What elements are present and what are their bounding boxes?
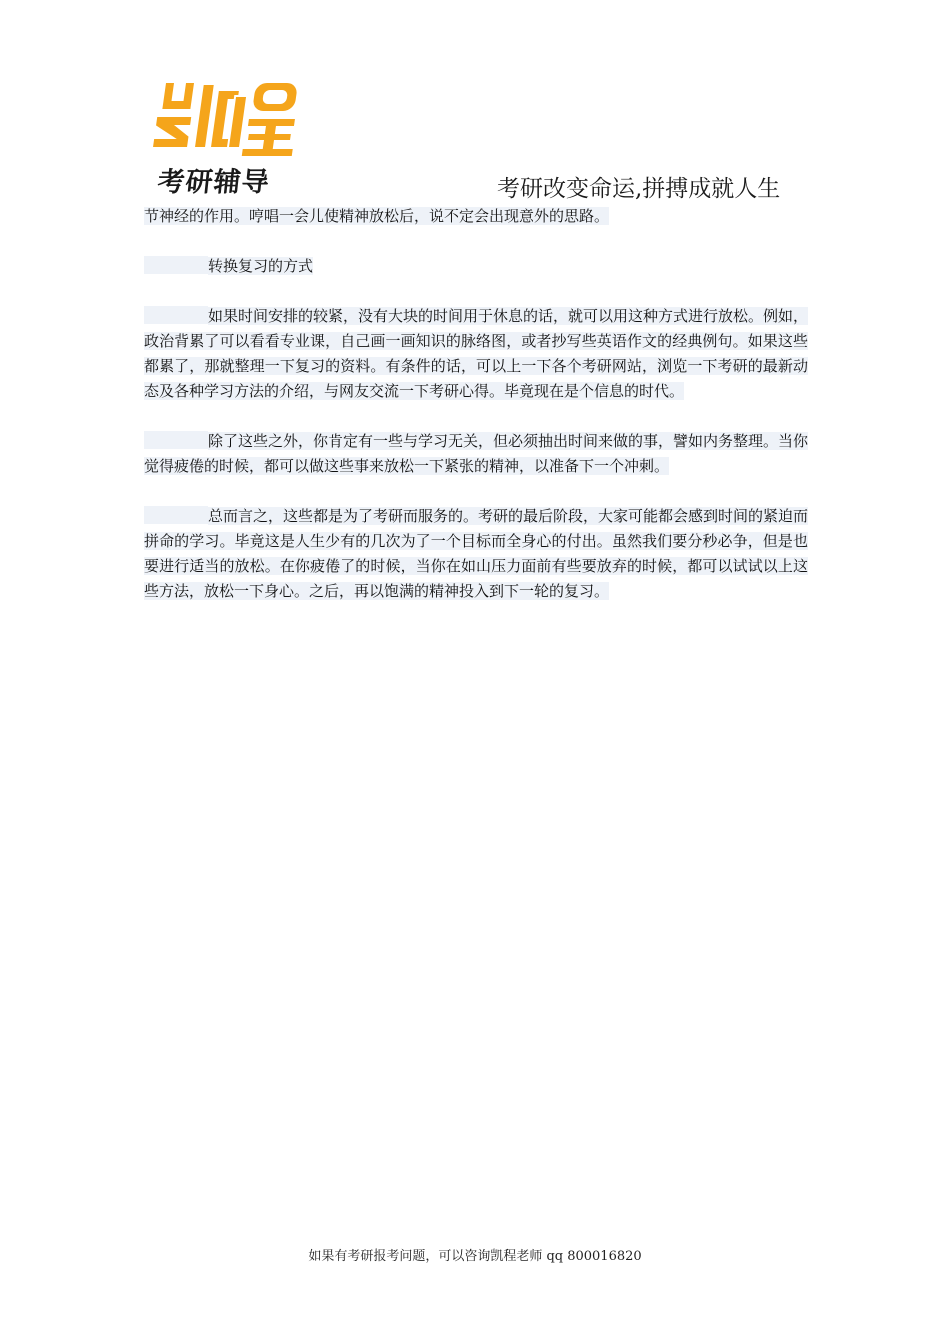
logo-caption: 考研辅导 [156,167,272,198]
indent-space [144,431,208,449]
section-heading [144,254,808,279]
kaicheng-logo [150,76,302,198]
indent-space [144,256,208,274]
indent-space [144,306,208,324]
paragraph-text: 如果时间安排的较紧，没有大块的时间用于休息的话，就可以用这种方式进行放松。例如，政治背累了可以看看专业课，自己画一画知识的脉络图，或者抄写些英语作文的经典例句。如果这些都累了，那就整理一下复习的资料。有条件的话，可以上一下各个考研网站，浏览一下考研的最新动态及各种学习方法的介绍，与网友交流一下考研心得。毕竟现在是个信息的时代。 [144,307,809,400]
article-body [144,204,808,629]
header-slogan: 考研改变命运,拼搏成就人生 [497,176,781,202]
paragraph-text: 总而言之，这些都是为了考研而服务的。考研的最后阶段，大家可能都会感到时间的紧迫而拼命的学习。毕竟这是人生少有的几次为了一个目标而全身心的付出。虽然我们要分秒必争，但是也要进行适当的放松。在你疲倦了的时候，当你在如山压力面前有些要放弃的时候，都可以试试以上这些方法，放松一下身心。之后，再以饱满的精神投入到下一轮的复习。 [144,507,809,600]
paragraph-text: 节神经的作用。哼唱一会儿使精神放松后，说不定会出现意外的思路。 [144,207,610,225]
kaicheng-logo-mark-icon [150,76,302,158]
paragraph-text: 除了这些之外，你肯定有一些与学习无关，但必须抽出时间来做的事，譬如内务整理。当你觉得疲倦的时候，都可以做这些事来放松一下紧张的精神，以准备下一个冲刺。 [144,432,809,475]
paragraph [144,429,808,479]
paragraph [144,504,808,604]
page-footer: 如果有考研报考问题，可以咨询凯程老师 qq 800016820 [308,1249,642,1264]
paragraph-continued [144,204,808,229]
section-heading-text: 转换复习的方式 [208,257,314,275]
paragraph [144,304,808,404]
indent-space [144,506,208,524]
